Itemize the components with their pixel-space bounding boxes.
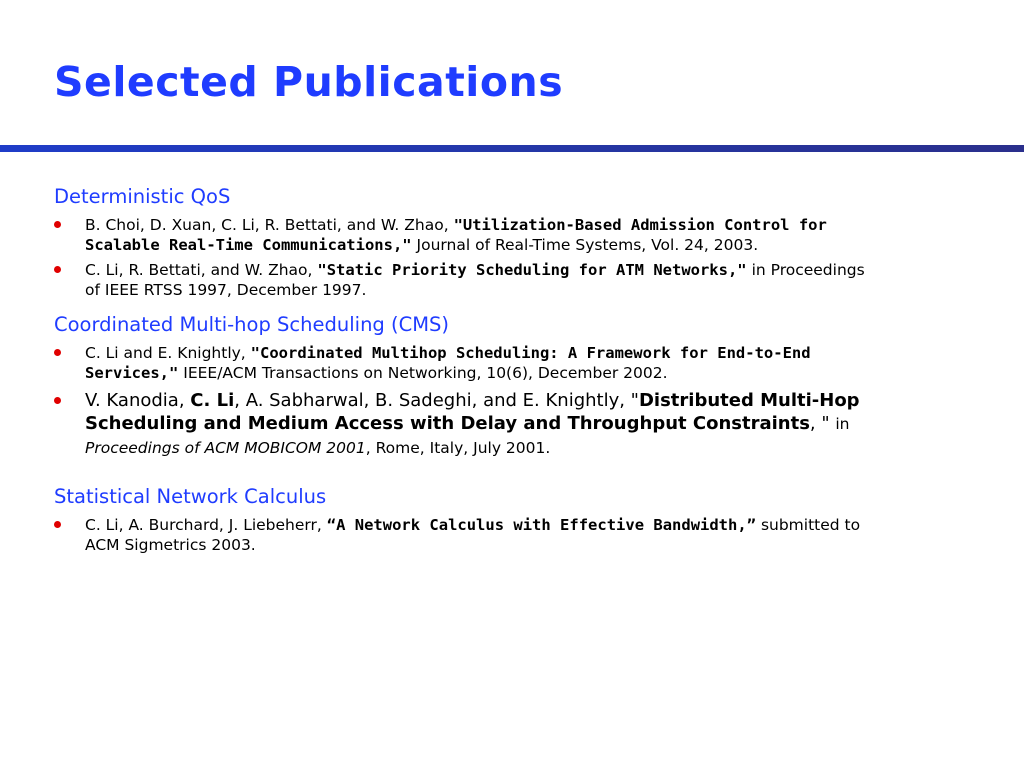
publication-list — [54, 516, 874, 555]
publication-venue-prefix: in — [835, 415, 850, 433]
publication-list — [54, 344, 874, 460]
publication-title-close: , " — [809, 413, 836, 434]
publication-venue: Proceedings of ACM MOBICOM 2001 — [85, 439, 366, 457]
bullet-dot-icon — [54, 221, 61, 228]
bullet-dot-icon — [54, 266, 61, 273]
slide-title: Selected Publications — [54, 58, 564, 106]
bullet-dot-icon — [54, 349, 61, 356]
publication-item — [54, 389, 874, 460]
section-heading: Coordinated Multi-hop Scheduling (CMS) — [54, 313, 450, 336]
publication-authors-rest: , A. Sabharwal, B. Sadeghi, and E. Knightly, " — [234, 390, 639, 411]
publication-authors: C. Li, R. Bettati, and W. Zhao, — [85, 261, 318, 279]
section-coordinated-multihop-scheduling — [54, 312, 874, 460]
publication-authors: C. Li, A. Burchard, J. Liebeherr, — [85, 516, 327, 534]
publication-title: "Utilization-Based Admission Control for Scalable Real-Time Communications," — [85, 216, 827, 254]
publication-authors: C. Li and E. Knightly, — [85, 344, 251, 362]
publication-content — [54, 184, 874, 567]
section-heading: Deterministic QoS — [54, 185, 231, 208]
publication-title: "Static Priority Scheduling for ATM Networks," — [317, 261, 747, 279]
publication-title: “A Network Calculus with Effective Bandwidth,” — [326, 516, 757, 534]
publication-venue: Journal of Real-Time Systems, Vol. 24, 2003. — [411, 235, 759, 254]
publication-venue-details: , Rome, Italy, July 2001. — [365, 439, 551, 457]
publication-authors: V. Kanodia, — [85, 390, 191, 411]
publication-item — [54, 516, 874, 555]
publication-list — [54, 216, 874, 300]
publication-venue: submitted to ACM Sigmetrics 2003. — [85, 516, 861, 554]
publication-item — [54, 344, 874, 383]
section-heading: Statistical Network Calculus — [54, 485, 327, 508]
publication-authors: B. Choi, D. Xuan, C. Li, R. Bettati, and W. Zhao, — [85, 216, 454, 234]
publication-title: "Coordinated Multihop Scheduling: A Framework for End-to-End Services," — [85, 344, 811, 382]
publication-author-highlight: C. Li — [190, 390, 235, 411]
bullet-dot-icon — [54, 397, 61, 404]
publication-title: Distributed Multi-Hop Scheduling and Medium Access with Delay and Throughput Constraints — [85, 390, 860, 434]
publication-item — [54, 216, 874, 255]
publication-venue: IEEE/ACM Transactions on Networking, 10(6), December 2002. — [178, 363, 668, 382]
publication-venue: in Proceedings of IEEE RTSS 1997, December 1997. — [85, 261, 865, 299]
bullet-dot-icon — [54, 521, 61, 528]
section-deterministic-qos — [54, 184, 874, 300]
title-divider — [0, 145, 1024, 152]
section-statistical-network-calculus — [54, 484, 874, 555]
publication-item — [54, 261, 874, 300]
